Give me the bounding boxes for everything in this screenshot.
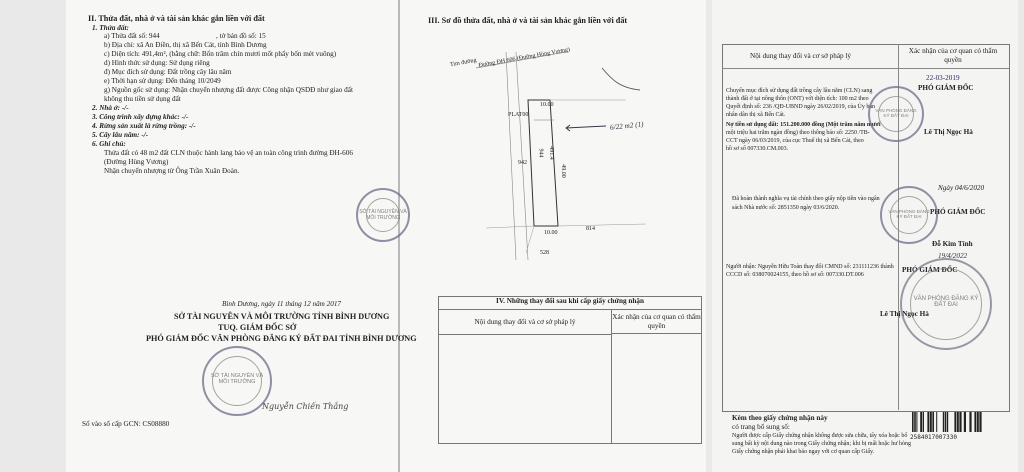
neighbor-right: 814 (586, 226, 595, 232)
plot-label: PLAT00 (508, 112, 529, 118)
plot-outline (528, 100, 558, 226)
neighbor-bottom: 528 (540, 250, 549, 256)
entry-1-title: PHÓ GIÁM ĐỐC (918, 84, 974, 92)
usage-term: e) Thời hạn sử dụng: Đến tháng 10/2049 (104, 77, 221, 85)
usage-purpose: đ) Mục đích sử dụng: Đất trồng cây lâu năm (104, 68, 232, 76)
note-text-2: Nhận chuyển nhượng từ Ông Trần Xuân Đoàn. (104, 167, 240, 175)
road-name: Đường ĐH 606 (Đường Hùng Vương) (478, 46, 571, 70)
dimension-top: 10.00 (540, 102, 554, 108)
entry-1-seal: VĂN PHÒNG ĐĂNG KÝ ĐẤT ĐAI (868, 86, 924, 142)
barcode-number: 2584017007330 (910, 434, 957, 441)
handwritten-area-note: 6/22 m2 (1) (609, 120, 644, 132)
road-axis-label: Tim đường (449, 57, 478, 69)
official-seal-top: SỞ TÀI NGUYÊN VÀ MÔI TRƯỜNG (356, 188, 410, 242)
barcode (912, 412, 982, 432)
changes-col-content: Nội dung thay đổi và cơ sở pháp lý (439, 310, 612, 335)
changes-table (438, 296, 702, 444)
official-seal-bottom: SỞ TÀI NGUYÊN VÀ MÔI TRƯỜNG (202, 346, 272, 416)
footer-line-2: sung bất kỳ nội dung nào trong Giấy chứng nhận; khi bị mất hoặc hư hỏng (732, 441, 911, 447)
section-3-title: III. Sơ đồ thửa đất, nhà ở và tài sản khác gắn liền với đất (428, 16, 628, 25)
section-2-title: II. Thửa đất, nhà ở và tài sản khác gắn liền với đất (88, 14, 265, 23)
deputy-director-title: PHÓ GIÁM ĐỐC VĂN PHÒNG ĐĂNG KÝ ĐẤT ĐAI TỈNH BÌNH DƯƠNG (146, 334, 417, 343)
dimension-side: 49.00 (559, 164, 566, 178)
certificate-left-sheet (66, 0, 706, 472)
perennial-tree-line: 5. Cây lâu năm: -/- (92, 131, 149, 139)
land-plot-heading: 1. Thửa đất: (92, 24, 129, 32)
plot-area-label: 491.4 (547, 146, 554, 160)
footer-line-1: Người được cấp Giấy chứng nhận không được sửa chữa, tẩy xóa hoặc bổ (732, 433, 908, 439)
entry-2-title: PHÓ GIÁM ĐỐC (930, 208, 986, 216)
entry-1-date: 22-03-2019 (926, 74, 960, 82)
issuing-department: SỞ TÀI NGUYÊN VÀ MÔI TRƯỜNG TỈNH BÌNH DƯƠNG (174, 312, 390, 321)
road-line-left (506, 52, 516, 260)
authorized-title: TUQ. GIÁM ĐỐC SỞ (218, 323, 297, 332)
footer-line-3: Giấy chứng nhận phải khai báo ngay với cơ quan cấp Giấy. (732, 449, 875, 455)
neighbor-left: 942 (518, 160, 527, 166)
entry-3-title: PHÓ GIÁM ĐỐC (902, 266, 958, 274)
note-text-1: Thửa đất có 48 m2 đất CLN thuộc hành lang bảo vệ an toàn công trình đường ĐH-606 (Đường Hùng Vương) (104, 149, 353, 166)
certificate-register-number: Số vào sổ cấp GCN: CS08880 (82, 420, 170, 428)
entry-2-seal: VĂN PHÒNG ĐĂNG KÝ ĐẤT ĐAI (880, 186, 938, 244)
entry-3-signer: Lê Thị Ngọc Hà (880, 310, 929, 318)
house-line: 2. Nhà ở: -/- (92, 104, 129, 112)
usage-origin: g) Nguồn gốc sử dụng: Nhận chuyển nhượng đất được Công nhận QSDĐ như giao đất không thu tiền sử dụng đất (104, 86, 353, 103)
plot-area: c) Diện tích: 491,4m², (bằng chữ: Bốn trăm chín mươi mốt phẩy bốn mét vuông) (104, 50, 337, 58)
entry-2-date: Ngày 04/6/2020 (938, 184, 985, 192)
entry-3-seal: VĂN PHÒNG ĐĂNG KÝ ĐẤT ĐAI (900, 258, 992, 350)
changes-col-confirmation: Xác nhận của cơ quan có thẩm quyền (612, 310, 701, 334)
entry-1-signer: Lê Thị Ngọc Hà (924, 128, 973, 136)
note-heading: 6. Ghi chú: (92, 140, 126, 148)
entry-2-signer: Đỗ Kim Tính (932, 240, 973, 248)
signer-signature: Nguyễn Chiến Thắng (262, 402, 349, 411)
annex-note: Kèm theo giấy chứng nhận này (732, 414, 828, 422)
changes-table-title: IV. Những thay đổi sau khi cấp giấy chứng nhận (439, 297, 701, 310)
issue-date: Bình Dương, ngày 11 tháng 12 năm 2017 (222, 300, 342, 308)
planted-forest-line: 4. Rừng sản xuất là rừng trồng: -/- (92, 122, 196, 130)
dimension-bottom: 10.00 (544, 230, 558, 236)
certificate-right-sheet: Nội dung thay đổi và cơ sở pháp lý Xác nhận của cơ quan có thẩm quyền 22-03-2019 PHÓ GIÁM ĐỐC Chuyển mục đích sử dụng đất trồng cây lâu năm (CLN) sang thành đất ở tại nông thôn (ONT) với diện tích: 100 m2 theo Quyết định số: 236 /QĐ-UBND ngày 26/02/2019, của Ủy ban nhân dân thị xã Bến Cát. Nợ tiền sử dụng đất: 151.200.000 đồng (Một trăm năm mươi một triệu hai trăm ngàn đồng) theo thông báo số: 2250 /TB- CCT ngày 06/03/2019, của cục Thuế thị xã Bến Cát, theo hồ sơ số 007330.CM.003. VĂN PHÒNG ĐĂNG KÝ ĐẤT ĐAI Lê Thị Ngọc Hà Ngày 04/6/2020 PHÓ GIÁM ĐỐC Đã hoàn thành nghĩa vụ tài chính theo giấy nộp tiền vào ngân sách Nhà nước số: 2851350 ngày 03/6/2020. VĂN PHÒNG ĐĂNG KÝ ĐẤT ĐAI Đỗ Kim Tính 19/4/2022 Người nhận: Nguyễn Hữu Toàn thay đổi CMND số: 231111236 thành CCCD số: 038070024155, theo hồ sơ số: 007330.DT.006 PHÓ GIÁM ĐỐC VĂN PHÒNG ĐĂNG KÝ ĐẤT ĐAI Lê Thị Ngọc Hà Kèm theo giấy chứng nhận này có trang bổ sung số: Người được cấp Giấy chứng nhận không được sửa chữa, tẩy xóa hoặc bổ sung bất kỳ nội dung nào trong Giấy chứng nhận; khi bị mất hoặc hư hỏng Giấy chứng nhận phải khai báo ngay với cơ quan cấp Giấy. 2584017007330 (712, 0, 1018, 472)
map-sheet-number: , tờ bản đồ số: 15 (216, 32, 266, 40)
road-line-right (516, 52, 528, 260)
entry-2-handwritten-date: 19/4/2022 (938, 252, 968, 260)
other-works-line: 3. Công trình xây dựng khác: -/- (92, 113, 189, 121)
annex-page-note: có trang bổ sung số: (732, 423, 790, 431)
right-col-confirmation: Xác nhận của cơ quan có thẩm quyền (908, 47, 998, 64)
right-col-content: Nội dung thay đổi và cơ sở pháp lý (750, 52, 852, 60)
plot-number-label: 944 (537, 148, 544, 158)
plot-number: a) Thửa đất số: 944 (104, 32, 160, 40)
plot-address: b) Địa chỉ: xã An Điền, thị xã Bến Cát, tỉnh Bình Dương (104, 41, 267, 49)
usage-form: d) Hình thức sử dụng: Sử dụng riêng (104, 59, 210, 67)
